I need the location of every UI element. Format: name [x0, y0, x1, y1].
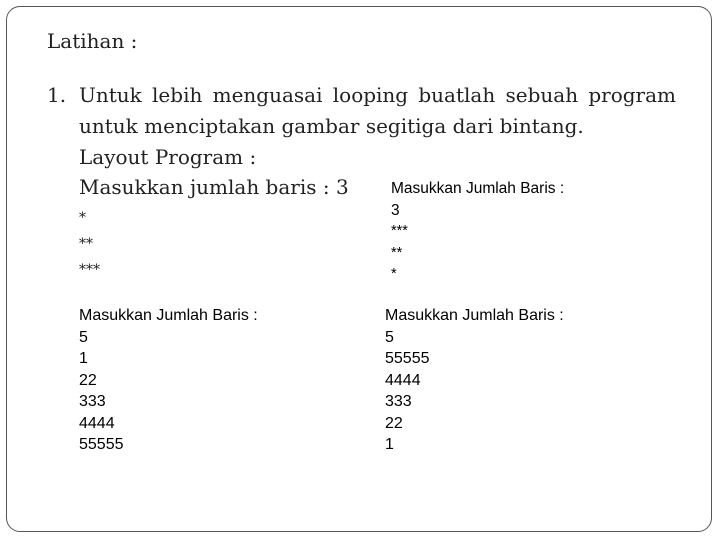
- output-line: 333: [385, 393, 412, 410]
- output-line: 22: [385, 414, 403, 432]
- output-line: 333: [79, 393, 106, 410]
- output-line: ***: [391, 223, 408, 239]
- output-line: 22: [79, 371, 97, 389]
- output-line: ***: [79, 262, 100, 278]
- output-line: 4444: [79, 414, 115, 432]
- output-line: 4444: [385, 371, 421, 389]
- output-line: 55555: [385, 350, 430, 367]
- stars-ascending-output: [79, 205, 100, 283]
- layout-program-label: Layout Program :: [79, 145, 257, 169]
- input-value: 5: [385, 328, 394, 346]
- stars-descending-output: [391, 178, 564, 286]
- output-line: **: [79, 236, 93, 252]
- input-value: 3: [391, 201, 400, 219]
- task-text-line-1: Untuk lebih menguasai looping buatlah sebuah program: [79, 83, 676, 107]
- prompt-line: Masukkan Jumlah Baris :: [391, 180, 565, 197]
- numbers-descending-output: [385, 305, 564, 456]
- item-number: 1.: [47, 83, 67, 107]
- output-line: *: [391, 266, 397, 282]
- prompt-line: Masukkan Jumlah Baris :: [385, 307, 564, 324]
- prompt-line: Masukkan Jumlah Baris :: [79, 307, 258, 324]
- task-text-line-2: untuk menciptakan gambar segitiga dari bintang.: [79, 114, 584, 138]
- numbers-ascending-output: [79, 305, 258, 456]
- output-line: **: [391, 244, 403, 261]
- output-line: *: [79, 210, 86, 226]
- slide-title: Latihan :: [47, 29, 138, 53]
- output-line: 1: [79, 350, 88, 367]
- output-line: 1: [385, 436, 394, 453]
- input-value: 5: [79, 328, 88, 346]
- output-line: 55555: [79, 436, 124, 453]
- example-input-line: Masukkan jumlah baris : 3: [79, 175, 349, 199]
